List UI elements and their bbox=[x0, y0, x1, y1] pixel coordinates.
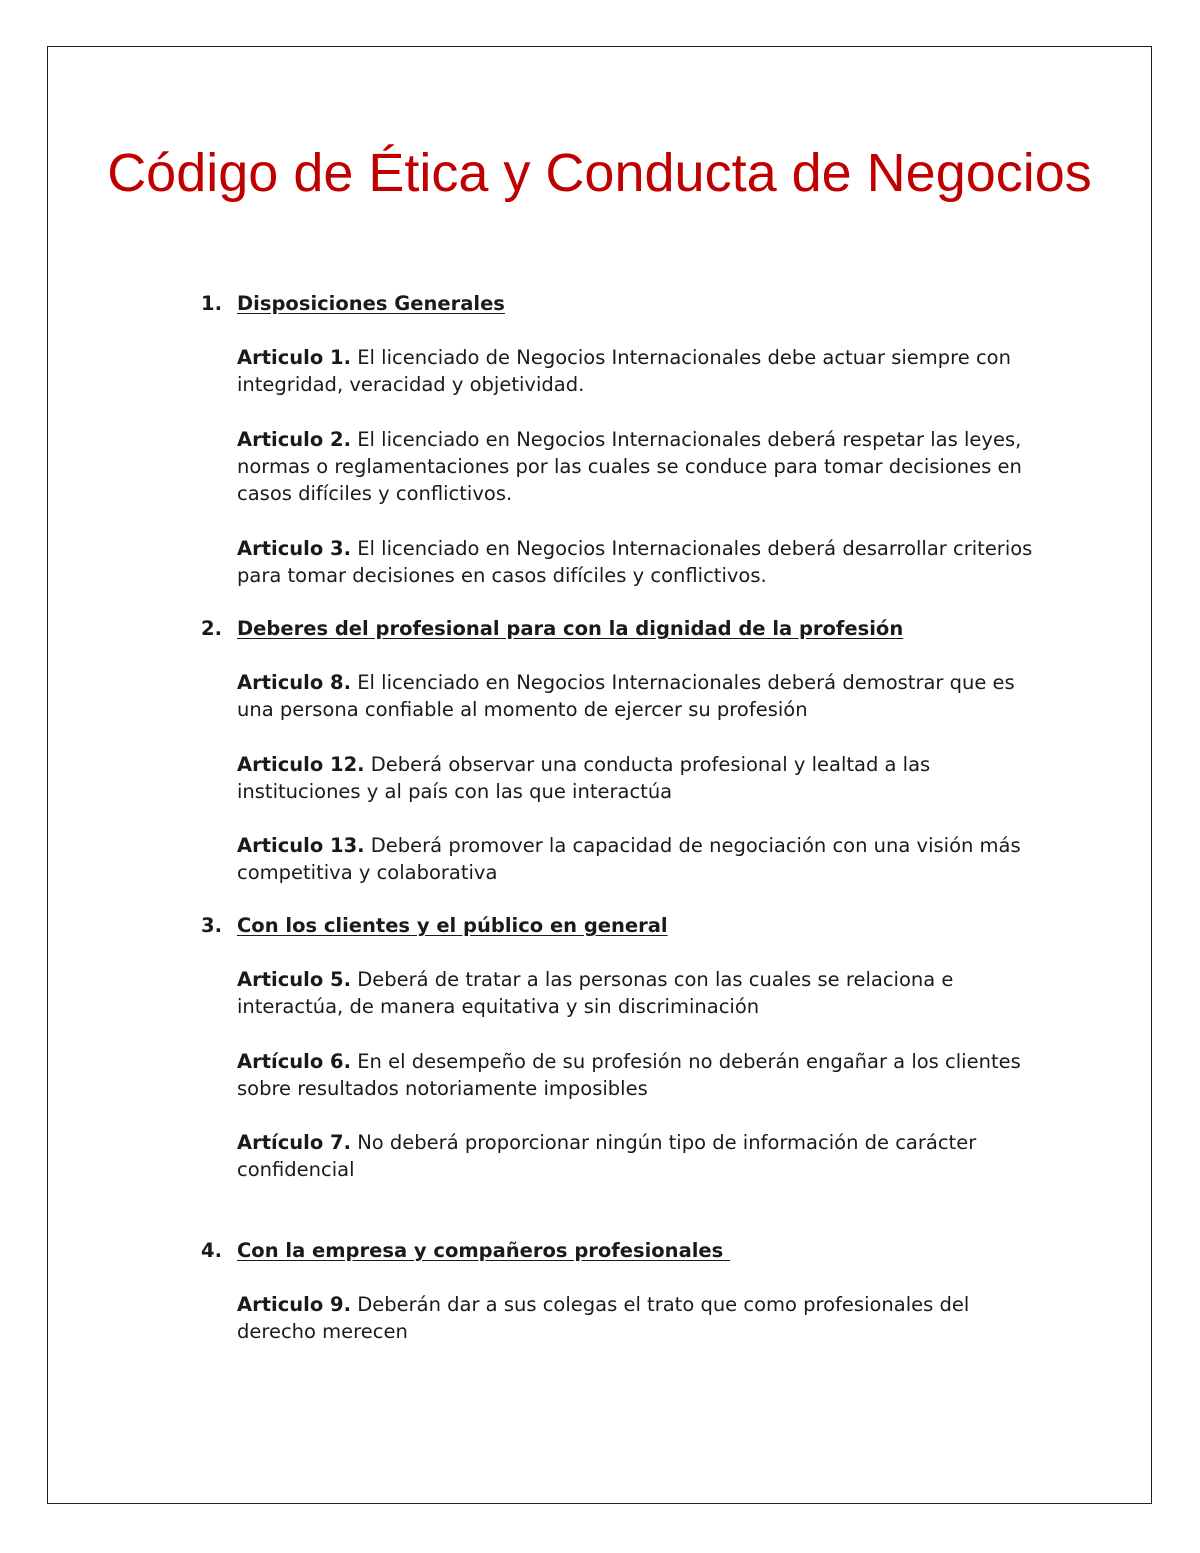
article-2 bbox=[237, 426, 1037, 507]
section-number: 1. bbox=[201, 292, 222, 315]
section-title: Deberes del profesional para con la dignidad de la profesión bbox=[237, 617, 904, 640]
article-9 bbox=[237, 1291, 1037, 1345]
article-1 bbox=[237, 344, 1037, 398]
article-text: El licenciado de Negocios Internacionales debe actuar siempre con integridad, veracidad y objetividad. bbox=[237, 346, 1011, 396]
article-text: El licenciado en Negocios Internacionales deberá desarrollar criterios para tomar decisiones en casos difíciles y conflictivos. bbox=[237, 537, 1033, 587]
section-number: 2. bbox=[201, 617, 222, 640]
section-heading-1 bbox=[201, 291, 505, 317]
article-7 bbox=[237, 1129, 1037, 1183]
article-text: No deberá proporcionar ningún tipo de información de carácter confidencial bbox=[237, 1131, 977, 1181]
section-title: Disposiciones Generales bbox=[237, 292, 505, 315]
section-number: 3. bbox=[201, 914, 222, 937]
article-label: Articulo 8. bbox=[237, 671, 352, 694]
article-label: Artículo 7. bbox=[237, 1131, 352, 1154]
document-title: Código de Ética y Conducta de Negocios bbox=[107, 143, 1092, 203]
article-5 bbox=[237, 966, 1037, 1020]
article-text: Deberá promover la capacidad de negociación con una visión más competitiva y colaborativa bbox=[237, 834, 1021, 884]
article-6 bbox=[237, 1048, 1037, 1102]
section-title: Con los clientes y el público en general bbox=[237, 914, 668, 937]
article-text: En el desempeño de su profesión no deberán engañar a los clientes sobre resultados notoriamente imposibles bbox=[237, 1050, 1021, 1100]
article-label: Articulo 9. bbox=[237, 1293, 352, 1316]
article-label: Articulo 13. bbox=[237, 834, 365, 857]
section-heading-3 bbox=[201, 913, 668, 939]
article-8 bbox=[237, 669, 1037, 723]
article-text: Deberá de tratar a las personas con las cuales se relaciona e interactúa, de manera equitativa y sin discriminación bbox=[237, 968, 954, 1018]
article-12 bbox=[237, 751, 1037, 805]
section-heading-2 bbox=[201, 616, 903, 642]
article-text: Deberán dar a sus colegas el trato que como profesionales del derecho merecen bbox=[237, 1293, 970, 1343]
section-title: Con la empresa y compañeros profesionales bbox=[237, 1239, 731, 1262]
section-heading-4 bbox=[201, 1238, 730, 1264]
article-label: Articulo 2. bbox=[237, 428, 352, 451]
article-text: El licenciado en Negocios Internacionales deberá demostrar que es una persona confiable al momento de ejercer su profesión bbox=[237, 671, 1015, 721]
article-text: Deberá observar una conducta profesional y lealtad a las instituciones y al país con las que interactúa bbox=[237, 753, 931, 803]
article-13 bbox=[237, 832, 1037, 886]
article-label: Artículo 6. bbox=[237, 1050, 352, 1073]
article-label: Articulo 5. bbox=[237, 968, 352, 991]
section-number: 4. bbox=[201, 1239, 222, 1262]
article-label: Articulo 1. bbox=[237, 346, 352, 369]
article-3 bbox=[237, 535, 1037, 589]
article-label: Articulo 12. bbox=[237, 753, 365, 776]
article-label: Articulo 3. bbox=[237, 537, 352, 560]
article-text: El licenciado en Negocios Internacionales deberá respetar las leyes, normas o reglamentaciones por las cuales se conduce para tomar decisiones en casos difíciles y conflictivos. bbox=[237, 428, 1022, 505]
